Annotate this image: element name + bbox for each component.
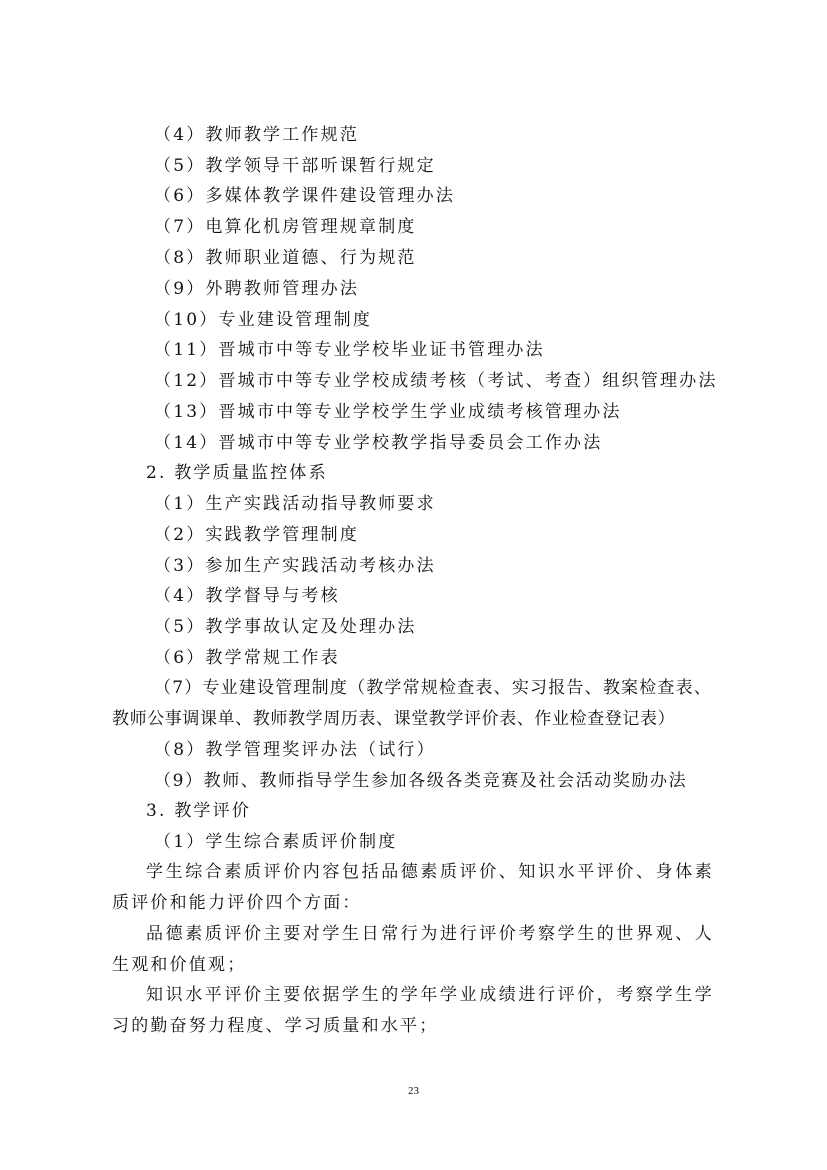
section-heading-3: 3. 教学评价 [146, 801, 252, 821]
text-line-22: （9）教师、教师指导学生参加各级各类竞赛及社会活动奖励办法 [154, 771, 688, 791]
text-line-21: （8）教学管理奖评办法（试行） [154, 740, 436, 760]
text-line-17: （5）教学事故认定及处理办法 [154, 617, 417, 637]
section-heading-2: 2. 教学质量监控体系 [146, 463, 328, 483]
text-line-10: （13）晋城市中等专业学校学生学业成绩考核管理办法 [154, 402, 622, 422]
text-line-13: （1）生产实践活动指导教师要求 [154, 494, 436, 514]
text-line-14: （2）实践教学管理制度 [154, 525, 360, 545]
paragraph-3-line-2: 习的勤奋努力程度、学习质量和水平； [112, 1016, 439, 1036]
paragraph-2-line-1: 品德素质评价主要对学生日常行为进行评价考察学生的世界观、人 [146, 924, 715, 944]
text-line-19: （7）专业建设管理制度（教学常规检查表、实习报告、教案检查表、 [154, 678, 713, 698]
text-line-8: （11）晋城市中等专业学校毕业证书管理办法 [154, 340, 545, 360]
text-line-16: （4）教学督导与考核 [154, 586, 340, 606]
text-line-7: （10）专业建设管理制度 [154, 310, 373, 330]
text-line-4: （7）电算化机房管理规章制度 [154, 217, 417, 237]
text-line-11: （14）晋城市中等专业学校教学指导委员会工作办法 [154, 433, 603, 453]
text-line-3: （6）多媒体教学课件建设管理办法 [154, 186, 456, 206]
page-number: 23 [408, 1085, 419, 1097]
paragraph-2-line-2: 生观和价值观； [112, 955, 247, 975]
text-line-6: （9）外聘教师管理办法 [154, 279, 360, 299]
paragraph-1-line-1: 学生综合素质评价内容包括品德素质评价、知识水平评价、身体素 [146, 862, 715, 882]
text-line-15: （3）参加生产实践活动考核办法 [154, 556, 436, 576]
text-line-18: （6）教学常规工作表 [154, 648, 340, 668]
text-line-9: （12）晋城市中等专业学校成绩考核（考试、考查）组织管理办法 [154, 371, 718, 391]
text-line-5: （8）教师职业道德、行为规范 [154, 248, 417, 268]
text-line-1: （4）教师教学工作规范 [154, 125, 360, 145]
text-line-20: 教师公事调课单、教师教学周历表、课堂教学评价表、作业检查登记表） [112, 709, 676, 729]
paragraph-3-line-1: 知识水平评价主要依据学生的学年学业成绩进行评价，考察学生学 [146, 985, 715, 1005]
text-line-24: （1）学生综合素质评价制度 [154, 832, 398, 852]
text-line-2: （5）教学领导干部听课暂行规定 [154, 156, 436, 176]
paragraph-1-line-2: 质评价和能力评价四个方面： [112, 893, 362, 913]
